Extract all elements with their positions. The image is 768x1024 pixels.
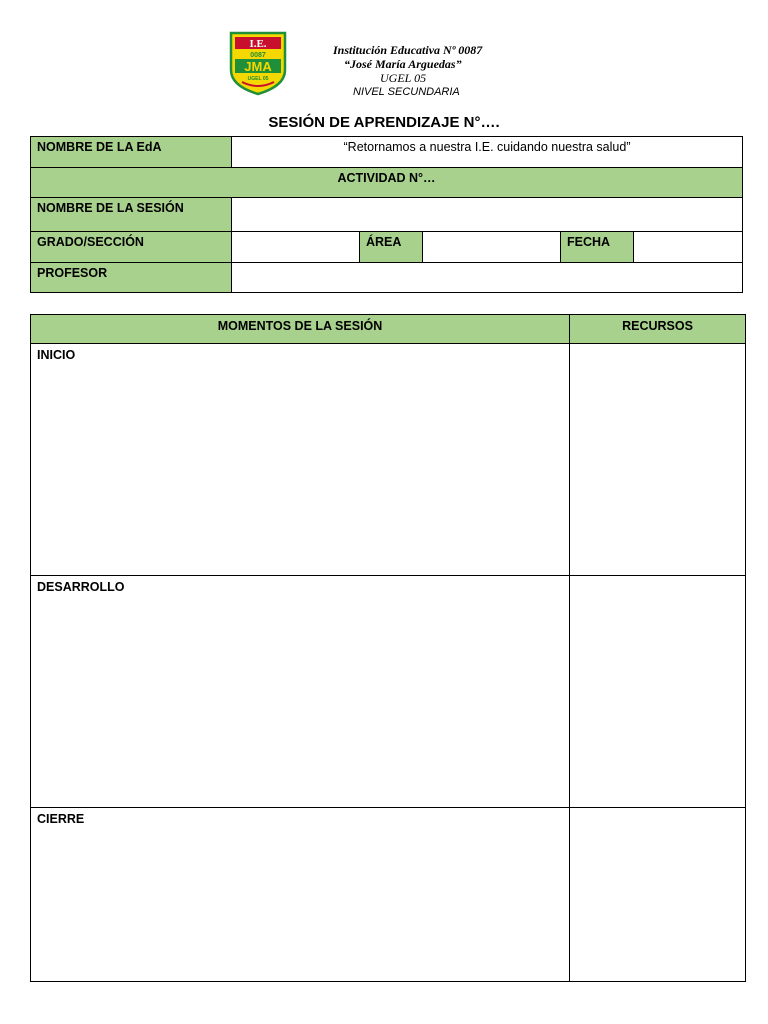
- logo-top-text: I.E.: [249, 38, 267, 50]
- grade-section-field[interactable]: [231, 231, 360, 263]
- session-name-label: NOMBRE DE LA SESIÓN: [30, 197, 232, 232]
- moments-header: MOMENTOS DE LA SESIÓN: [30, 314, 570, 344]
- session-name-field[interactable]: [231, 197, 743, 232]
- logo-initials: JMA: [244, 59, 272, 74]
- eda-value[interactable]: “Retornamos a nuestra I.E. cuidando nuestra salud”: [231, 136, 743, 168]
- page-title: SESIÓN DE APRENDIZAJE N°….: [268, 114, 500, 131]
- date-label: FECHA: [560, 231, 634, 263]
- date-field[interactable]: [633, 231, 743, 263]
- institution-ugel: UGEL 05: [380, 71, 427, 85]
- teacher-field[interactable]: [231, 262, 743, 293]
- school-crest-logo: [228, 30, 288, 96]
- resources-cell-inicio[interactable]: [569, 343, 746, 576]
- moment-row-cierre[interactable]: CIERRE: [30, 807, 570, 982]
- area-label: ÁREA: [359, 231, 423, 263]
- grade-section-label: GRADO/SECCIÓN: [30, 231, 232, 263]
- logo-number: 0087: [250, 52, 266, 59]
- institution-patron: “José María Arguedas”: [344, 57, 462, 71]
- teacher-label: PROFESOR: [30, 262, 232, 293]
- area-field[interactable]: [422, 231, 561, 263]
- education-level: NIVEL SECUNDARIA: [353, 86, 460, 98]
- institution-name: Institución Educativa Nº 0087: [333, 43, 483, 57]
- resources-cell-cierre[interactable]: [569, 807, 746, 982]
- resources-cell-desarrollo[interactable]: [569, 575, 746, 808]
- resources-header: RECURSOS: [569, 314, 746, 344]
- logo-ugel: UGEL 05: [247, 76, 269, 82]
- eda-label: NOMBRE DE LA EdA: [30, 136, 232, 168]
- moment-row-desarrollo[interactable]: DESARROLLO: [30, 575, 570, 808]
- activity-label: ACTIVIDAD N°…: [30, 167, 743, 198]
- moment-row-inicio[interactable]: INICIO: [30, 343, 570, 576]
